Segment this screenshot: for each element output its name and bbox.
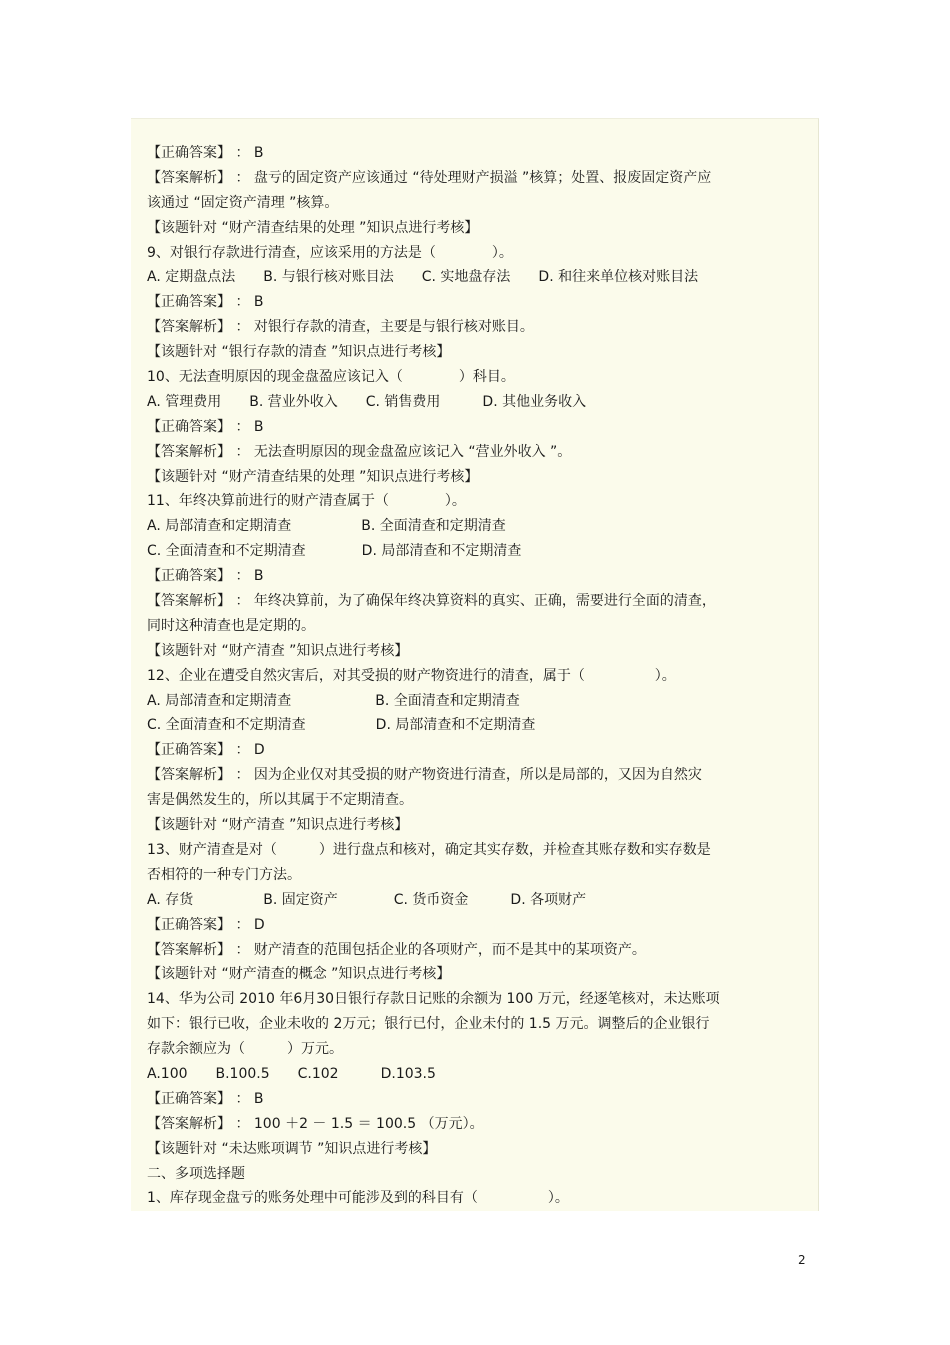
text-line: 如下：银行已收，企业未收的 2万元；银行已付，企业未付的 1.5 万元。调整后的企业银行 <box>147 1016 710 1033</box>
text-line: 11、年终决算前进行的财产清查属于（ ）。 <box>147 493 466 510</box>
page-number: 2 <box>798 1253 806 1267</box>
text-line: 【正确答案】 ： B <box>147 418 264 435</box>
text-line: 10、无法查明原因的现金盘盈应该记入（ ）科目。 <box>147 369 515 386</box>
text-line: A. 局部清查和定期清查 B. 全面清查和定期清查 <box>147 692 520 709</box>
text-line: 【答案解析】 ： 对银行存款的清查，主要是与银行核对账目。 <box>147 319 534 336</box>
text-line: 【正确答案】 ： B <box>147 568 264 585</box>
text-line: 14、华为公司 2010 年6月30日银行存款日记账的余额为 100 万元，经逐笔核对，未达账项 <box>147 991 720 1008</box>
text-line: 【该题针对 “财产清查结果的处理 ”知识点进行考核】 <box>147 219 479 236</box>
text-line: 【该题针对 “未达账项调节 ”知识点进行考核】 <box>147 1140 437 1157</box>
text-line: 该通过 “固定资产清理 ”核算。 <box>147 194 339 211</box>
text-line: 【答案解析】 ： 盘亏的固定资产应该通过 “待处理财产损溢 ”核算；处置、报废固定资产应 <box>147 169 712 186</box>
document-text <box>147 141 807 1211</box>
text-line: 【正确答案】 ： B <box>147 294 264 311</box>
text-line: 【答案解析】 ： 100 ＋2 － 1.5 ＝ 100.5 （万元）。 <box>147 1115 484 1132</box>
text-line: 1、库存现金盘亏的账务处理中可能涉及到的科目有（ ）。 <box>147 1190 569 1207</box>
text-line: 二、多项选择题 <box>147 1165 245 1182</box>
text-line: 9、对银行存款进行清查，应该采用的方法是（ ）。 <box>147 244 513 261</box>
text-line: 13、财产清查是对（ ）进行盘点和核对，确定其实存数，并检查其账存数和实存数是 <box>147 841 711 858</box>
text-line: 害是偶然发生的，所以其属于不定期清查。 <box>147 792 413 809</box>
text-line: 【正确答案】 ： D <box>147 916 265 933</box>
text-line: 【该题针对 “财产清查结果的处理 ”知识点进行考核】 <box>147 468 479 485</box>
text-line: 【该题针对 “财产清查 ”知识点进行考核】 <box>147 817 409 834</box>
text-line: 【答案解析】 ： 因为企业仅对其受损的财产物资进行清查，所以是局部的，又因为自然灾 <box>147 767 702 784</box>
text-line: 同时这种清查也是定期的。 <box>147 617 315 634</box>
text-line: A. 局部清查和定期清查 B. 全面清查和定期清查 <box>147 518 506 535</box>
text-line: A. 存货 B. 固定资产 C. 货币资金 D. 各项财产 <box>147 891 587 908</box>
text-line: A. 管理费用 B. 营业外收入 C. 销售费用 D. 其他业务收入 <box>147 393 587 410</box>
text-line: 存款余额应为（ ）万元。 <box>147 1041 343 1058</box>
text-line: 12、企业在遭受自然灾害后，对其受损的财产物资进行的清查，属于（ ）。 <box>147 667 676 684</box>
text-line: 【答案解析】 ： 财产清查的范围包括企业的各项财产，而不是其中的某项资产。 <box>147 941 646 958</box>
text-line: 否相符的一种专门方法。 <box>147 866 301 883</box>
text-line: C. 全面清查和不定期清查 D. 局部清查和不定期清查 <box>147 717 536 734</box>
text-line: 【该题针对 “银行存款的清查 ”知识点进行考核】 <box>147 344 451 361</box>
text-line: 【答案解析】 ： 无法查明原因的现金盘盈应该记入 “营业外收入 ”。 <box>147 443 572 460</box>
text-line: C. 全面清查和不定期清查 D. 局部清查和不定期清查 <box>147 543 522 560</box>
text-line: 【正确答案】 ： B <box>147 1090 264 1107</box>
text-line: 【正确答案】 ： D <box>147 742 265 759</box>
text-line: A.100 B.100.5 C.102 D.103.5 <box>147 1065 436 1082</box>
text-line: 【答案解析】 ： 年终决算前，为了确保年终决算资料的真实、正确，需要进行全面的清查， <box>147 593 716 610</box>
text-line: 【该题针对 “财产清查 ”知识点进行考核】 <box>147 642 409 659</box>
text-line: 【该题针对 “财产清查的概念 ”知识点进行考核】 <box>147 966 451 983</box>
text-line: 【正确答案】 ： B <box>147 145 264 161</box>
text-line: A. 定期盘点法 B. 与银行核对账目法 C. 实地盘存法 D. 和往来单位核对账目法 <box>147 269 699 286</box>
